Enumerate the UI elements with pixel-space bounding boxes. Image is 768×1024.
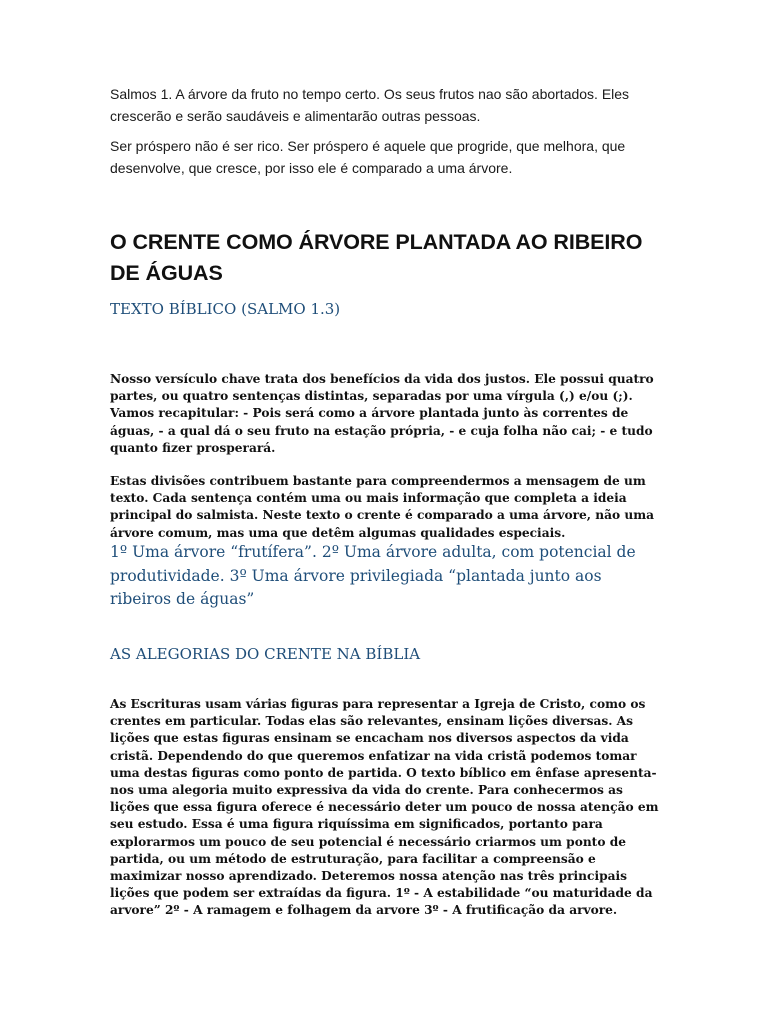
intro-paragraph-1: Salmos 1. A árvore da fruto no tempo certo. Os seus frutos nao são abortados. Eles crescerão e serão saudáveis e alimentarão outras pessoas.: [110, 86, 630, 124]
section1-paragraph-2: Estas divisões contribuem bastante para compreendermos a mensagem de um texto. Cada sentença contém uma ou mais informação que completa a ideia principal do salmista. Neste texto o crente é comparado a uma árvore, não uma árvore comum, mas uma que detêm algumas qualidades especiais.: [110, 474, 655, 540]
document-title: O CRENTE COMO ÁRVORE PLANTADA AO RIBEIRO DE ÁGUAS: [110, 230, 643, 285]
section1-paragraph-3: 1º Uma árvore “frutífera”. 2º Uma árvore adulta, com potencial de produtividade. 3º Uma árvore privilegiada “plantada junto aos ribeiros de águas”: [110, 543, 636, 608]
section-heading-alegorias: AS ALEGORIAS DO CRENTE NA BÍBLIA: [110, 645, 421, 663]
section-heading-texto-biblico: TEXTO BÍBLICO (SALMO 1.3): [110, 300, 341, 318]
intro-paragraph-2: Ser próspero não é ser rico. Ser próspero é aquele que progride, que melhora, que desenvolve, que cresce, por isso ele é comparado a uma árvore.: [110, 138, 626, 176]
section1-paragraph-1: Nosso versículo chave trata dos benefícios da vida dos justos. Ele possui quatro partes, ou quatro sentenças distintas, separadas por uma vírgula (,) e/ou (;). Vamos recapitular: - Pois será como a árvore plantada junto às correntes de águas, - a qual dá o seu fruto na estação própria, - e cuja folha não cai; - e tudo quanto fizer prosperará.: [110, 372, 654, 455]
section2-paragraph-1: As Escrituras usam várias figuras para representar a Igreja de Cristo, como os crentes em particular. Todas elas são relevantes, ensinam lições diversas. As lições que estas figuras ensinam se encacham nos diversos aspectos da vida cristã. Dependendo do que queremos enfatizar na vida cristã podemos tomar uma destas figuras como ponto de partida. O texto bíblico em ênfase apresenta-nos uma alegoria muito expressiva da vida do crente. Para conhecermos as lições que essa figura oferece é necessário deter um pouco de nossa atenção em seu estudo. Essa é uma figura riquíssima em significados, portanto para explorarmos um pouco de seu potencial é necessário criarmos um ponto de partida, ou um método de estruturação, para facilitar a compreensão e maximizar nosso aprendizado. Deteremos nossa atenção nas três principais lições que podem ser extraídas da figura. 1º - A estabilidade “ou maturidade da arvore” 2º - A ramagem e folhagem da arvore 3º - A frutificação da arvore.: [110, 697, 659, 918]
